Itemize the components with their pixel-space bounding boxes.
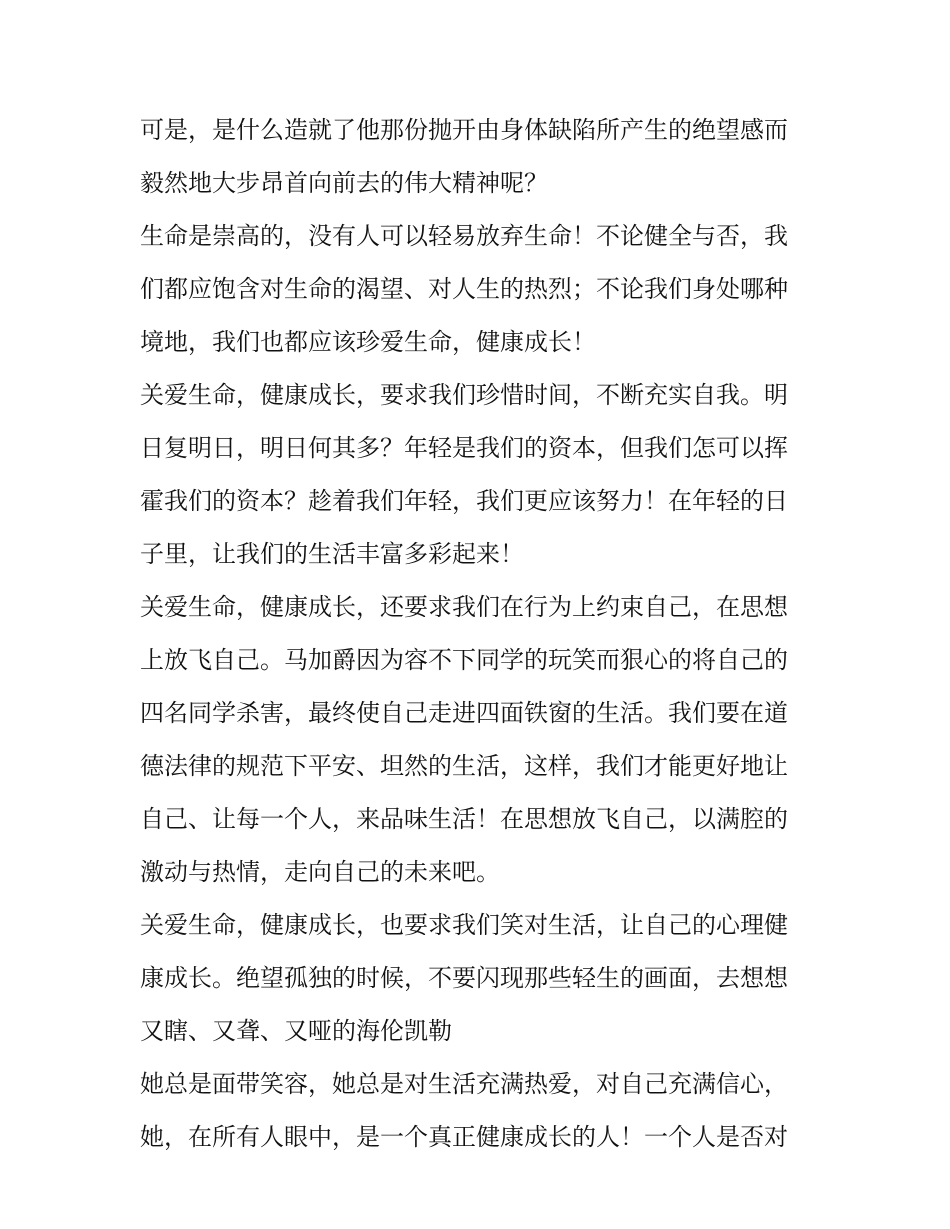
- text-line: 又瞎、又聋、又哑的海伦凯勒: [140, 1017, 452, 1045]
- text-line: 自己、让每一个人，来品味生活！在思想放飞自己，以满腔的: [140, 805, 788, 833]
- text-line: 关爱生命，健康成长，要求我们珍惜时间，不断充实自我。明: [140, 381, 788, 409]
- text-line: 关爱生命，健康成长，也要求我们笑对生活，让自己的心理健: [140, 911, 788, 939]
- text-line: 毅然地大步昂首向前去的伟大精神呢？: [140, 169, 548, 197]
- text-line: 康成长。绝望孤独的时候，不要闪现那些轻生的画面，去想想: [140, 964, 788, 992]
- text-line: 日复明日，明日何其多？年轻是我们的资本，但我们怎可以挥: [140, 434, 788, 462]
- text-line: 们都应饱含对生命的渴望、对人生的热烈；不论我们身处哪种: [140, 275, 788, 303]
- text-line: 激动与热情，走向自己的未来吧。: [140, 858, 500, 886]
- text-line: 她，在所有人眼中，是一个真正健康成长的人！一个人是否对: [140, 1123, 788, 1151]
- text-line: 境地，我们也都应该珍爱生命，健康成长！: [140, 328, 596, 356]
- text-line: 她总是面带笑容，她总是对生活充满热爱，对自己充满信心，: [140, 1070, 788, 1098]
- text-line: 霍我们的资本？趁着我们年轻，我们更应该努力！在年轻的日: [140, 487, 788, 515]
- text-line: 关爱生命，健康成长，还要求我们在行为上约束自己，在思想: [140, 593, 788, 621]
- text-line: 上放飞自己。马加爵因为容不下同学的玩笑而狠心的将自己的: [140, 646, 788, 674]
- text-line: 子里，让我们的生活丰富多彩起来！: [140, 540, 524, 568]
- text-line: 四名同学杀害，最终使自己走进四面铁窗的生活。我们要在道: [140, 699, 788, 727]
- text-line: 生命是崇高的，没有人可以轻易放弃生命！不论健全与否，我: [140, 222, 788, 250]
- text-line: 可是，是什么造就了他那份抛开由身体缺陷所产生的绝望感而: [140, 116, 788, 144]
- document-body: [140, 104, 815, 1164]
- text-line: 德法律的规范下平安、坦然的生活，这样，我们才能更好地让: [140, 752, 788, 780]
